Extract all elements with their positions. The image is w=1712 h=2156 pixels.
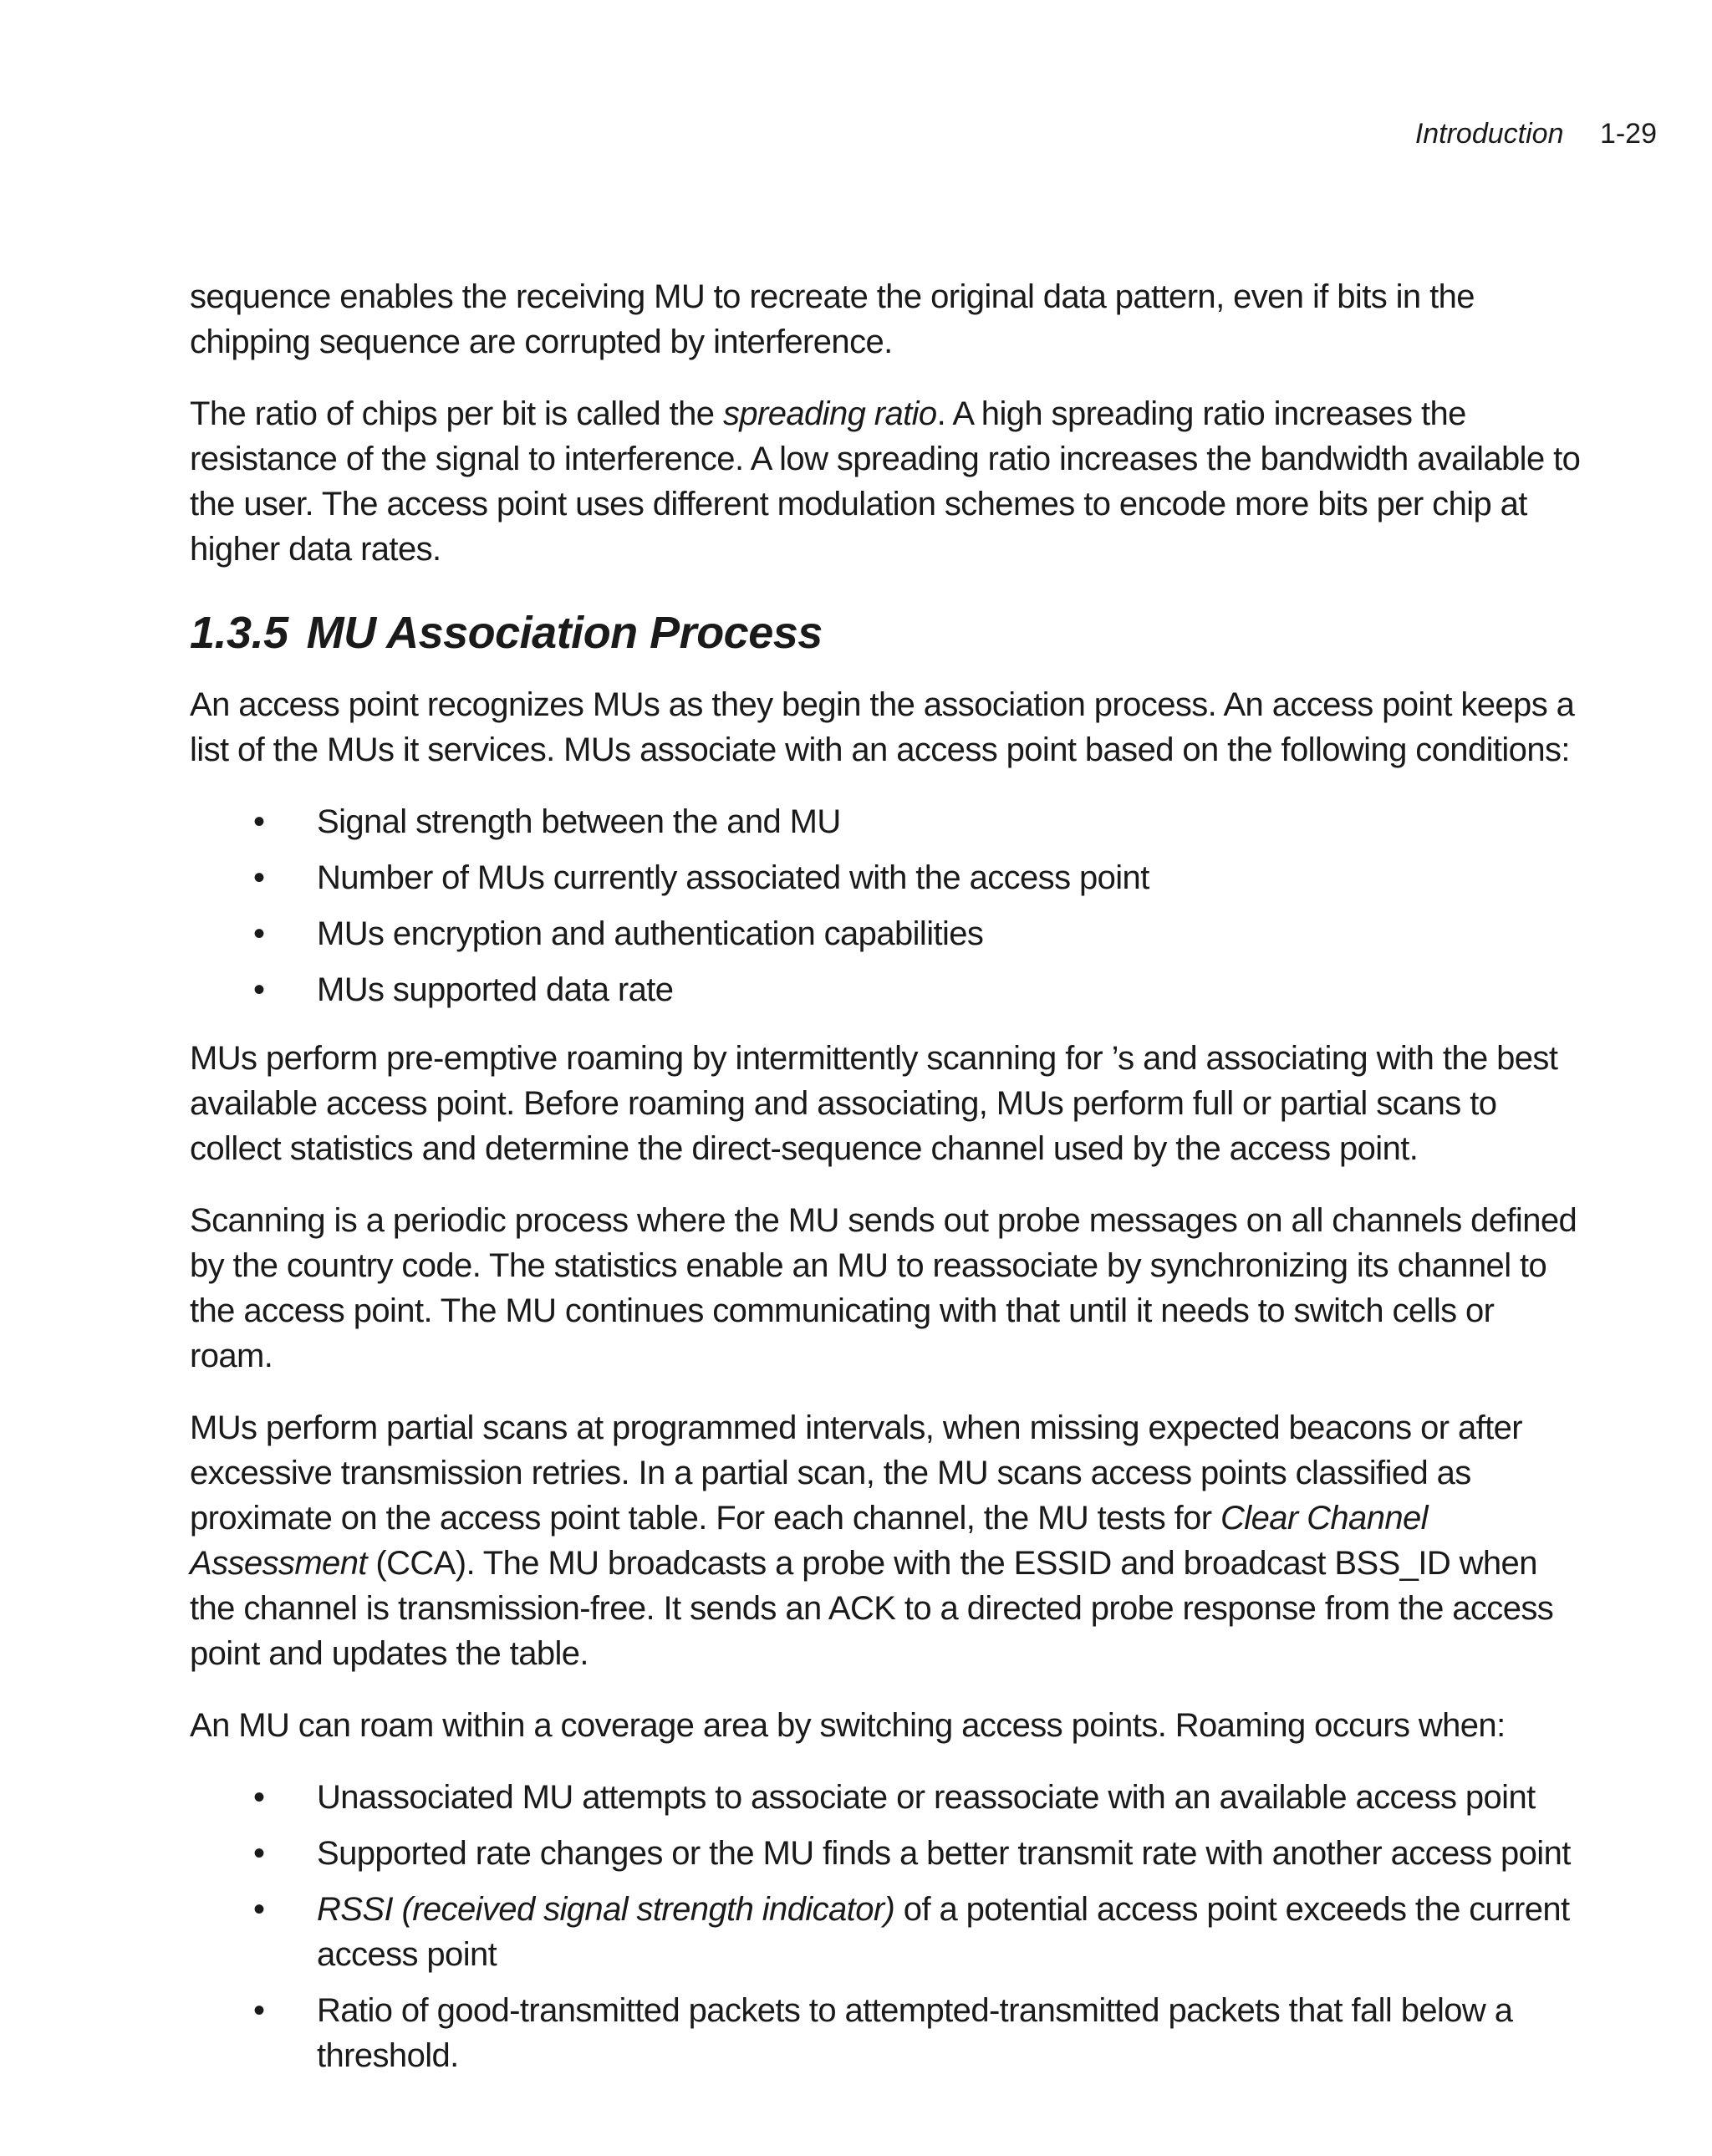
list-item-text: Unassociated MU attempts to associate or reassociate with an available access point (317, 1779, 1536, 1816)
list-item (190, 1887, 1584, 1977)
list-item (190, 967, 1584, 1012)
list-item (190, 1775, 1584, 1820)
bullet-icon: • (253, 1891, 265, 1928)
list-item (190, 1988, 1584, 2078)
association-paragraph: An access point recognizes MUs as they begin the association process. An access point keeps a list of the MUs it services. MUs associate with an access point based on the following conditions: (190, 686, 1575, 768)
term-cca: Clear Channel Assessment (190, 1500, 1428, 1582)
bullet-icon: • (253, 1992, 265, 2029)
list-item (190, 911, 1584, 956)
list-item-text: MUs encryption and authentication capabilities (317, 915, 984, 952)
bullet-icon: • (253, 915, 265, 952)
list-item-text: MUs supported data rate (317, 971, 674, 1008)
header-section-name: Introduction (1414, 118, 1564, 150)
body-content (190, 274, 1584, 2102)
text-run: MUs perform partial scans at programmed intervals, when missing expected beacons or after excessive transmission retries. In a partial scan, the MU scans access points classified as proximate on the access point table. For each channel, the MU tests for (190, 1409, 1522, 1537)
page-number: 1-29 (1599, 118, 1657, 150)
list-item-text: Number of MUs currently associated with the access point (317, 859, 1149, 896)
scanning-paragraph: Scanning is a periodic process where the MU sends out probe messages on all channels defined by the country code. The statistics enable an MU to reassociate by synchronizing its channel to the access point. The MU continues communicating with that until it needs to switch cells or roam. (190, 1202, 1577, 1374)
text-run: The ratio of chips per bit is called the (190, 395, 723, 432)
partial-scan-paragraph (190, 1405, 1584, 1676)
text-run: (CCA). The MU broadcasts a probe with the ESSID and broadcast BSS_ID when the channel is transmission-free. It sends an ACK to a directed probe response from the access point and updates the table. (190, 1545, 1554, 1672)
list-item-text: Signal strength between the and MU (317, 803, 841, 840)
term-rssi: RSSI (received signal strength indicator) (317, 1891, 895, 1928)
conditions-list (190, 799, 1584, 1012)
intro-paragraph-1: sequence enables the receiving MU to recreate the original data pattern, even if bits in the chipping sequence are corrupted by interference. (190, 278, 1475, 360)
running-header (1415, 115, 1657, 152)
bullet-icon: • (253, 859, 265, 896)
text-run: . A high spreading ratio increases the resistance of the signal to interference. A low spreading ratio increases the bandwidth available to the user. The access point uses different modulation schemes to encode more bits per chip at higher data rates. (190, 395, 1581, 568)
list-item-text: Supported rate changes or the MU finds a better transmit rate with another access point (317, 1835, 1571, 1872)
coverage-paragraph: An MU can roam within a coverage area by switching access points. Roaming occurs when: (190, 1707, 1506, 1744)
bullet-icon: • (253, 803, 265, 840)
roaming-conditions-list (190, 1775, 1584, 2078)
list-item-text: Ratio of good-transmitted packets to attempted-transmitted packets that fall below a threshold. (317, 1992, 1513, 2074)
bullet-icon: • (253, 971, 265, 1008)
list-item (190, 1831, 1584, 1876)
section-heading (190, 605, 1584, 660)
list-item (190, 855, 1584, 900)
section-number: 1.3.5 (190, 608, 288, 658)
section-title: MU Association Process (306, 608, 823, 658)
list-item (190, 799, 1584, 844)
term-spreading-ratio: spreading ratio (722, 395, 937, 432)
bullet-icon: • (253, 1779, 265, 1816)
roaming-paragraph: MUs perform pre-emptive roaming by intermittently scanning for ’s and associating with the best available access point. Before roaming and associating, MUs perform full or partial scans to collect statistics and determine the direct-sequence channel used by the access point. (190, 1040, 1558, 1167)
bullet-icon: • (253, 1835, 265, 1872)
list-item-text: of a potential access point exceeds the current access point (317, 1891, 1570, 1973)
intro-paragraph-2 (190, 391, 1584, 572)
